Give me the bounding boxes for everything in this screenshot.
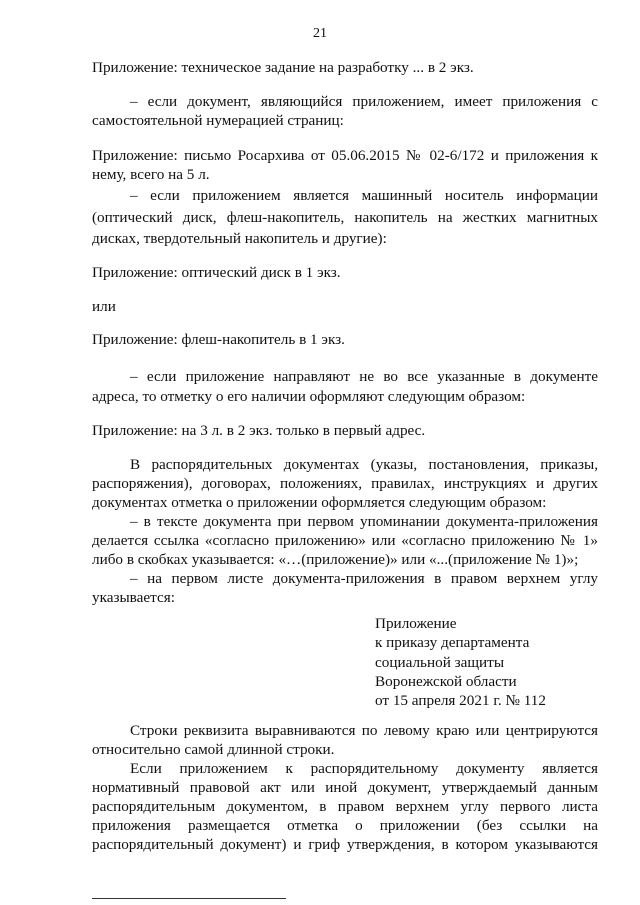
paragraph-line: Приложение: флеш-накопитель в 1 экз.	[92, 331, 345, 348]
paragraph-line: распорядительным документом, в правом верхнем углу первого листа	[92, 798, 598, 815]
paragraph-line: Если приложением к распорядительному документу является	[130, 760, 598, 777]
paragraph-line: – в тексте документа при первом упоминании документа-приложения	[130, 513, 598, 530]
paragraph-line: приложения размещается отметка о приложении (без ссылки на	[92, 817, 598, 834]
stamp-line: от 15 апреля 2021 г. № 112	[375, 692, 546, 710]
paragraph-line: нему, всего на 5 л.	[92, 166, 210, 183]
paragraph-line: Приложение: на 3 л. в 2 экз. только в первый адрес.	[92, 422, 426, 439]
paragraph-line: – если документ, являющийся приложением, имеет приложения с	[130, 93, 598, 110]
paragraph-line: делается ссылка «согласно приложению» или «согласно приложению № 1»	[92, 532, 598, 549]
paragraph-line: либо в скобках указывается: «…(приложение)» или «...(приложение № 1)»;	[92, 551, 579, 568]
paragraph-line: распорядительный документ) и гриф утверждения, в котором указываются	[92, 836, 598, 853]
stamp-line: к приказу департамента	[375, 634, 530, 652]
paragraph-line: Приложение: письмо Росархива от 05.06.2015 № 02-6/172 и приложения к	[92, 147, 598, 164]
paragraph-line: – если приложением является машинный носитель информации	[130, 187, 598, 204]
paragraph-line: Приложение: оптический диск в 1 экз.	[92, 264, 341, 281]
attachment-stamp	[375, 614, 546, 710]
page-number: 21	[313, 26, 327, 41]
paragraph-line: дисках, твердотельный накопитель и другие):	[92, 230, 387, 247]
paragraph-line: (оптический диск, флеш-накопитель, накопитель на жестких магнитных	[92, 209, 598, 226]
stamp-line: Приложение	[375, 615, 457, 632]
footnote-divider	[92, 898, 286, 899]
stamp-line: социальной защиты	[375, 653, 505, 671]
paragraph-line: самостоятельной нумерацией страниц:	[92, 112, 344, 129]
paragraph-line: или	[92, 298, 116, 315]
paragraph-line: Строки реквизита выравниваются по левому краю или центрируются	[130, 722, 598, 739]
paragraph-line: относительно самой длинной строки.	[92, 741, 335, 758]
paragraph-line: В распорядительных документах (указы, постановления, приказы,	[130, 456, 598, 473]
paragraph-attachment-spec: Приложение: техническое задание на разработку ... в 2 экз.	[92, 59, 474, 76]
stamp-line: Воронежской области	[375, 672, 517, 690]
paragraph-line: – если приложение направляют не во все указанные в документе	[130, 368, 598, 385]
paragraph-line: документах отметка о приложении оформляется следующим образом:	[92, 494, 547, 511]
paragraph-line: нормативный правовой акт или иной документ, утверждаемый данным	[92, 779, 598, 796]
paragraph-line: распоряжения), договорах, положениях, правилах, инструкциях и других	[92, 475, 598, 492]
paragraph-line: указывается:	[92, 589, 175, 606]
paragraph-line: – на первом листе документа-приложения в правом верхнем углу	[130, 570, 598, 587]
paragraph-line: адреса, то отметку о его наличии оформляют следующим образом:	[92, 388, 526, 405]
